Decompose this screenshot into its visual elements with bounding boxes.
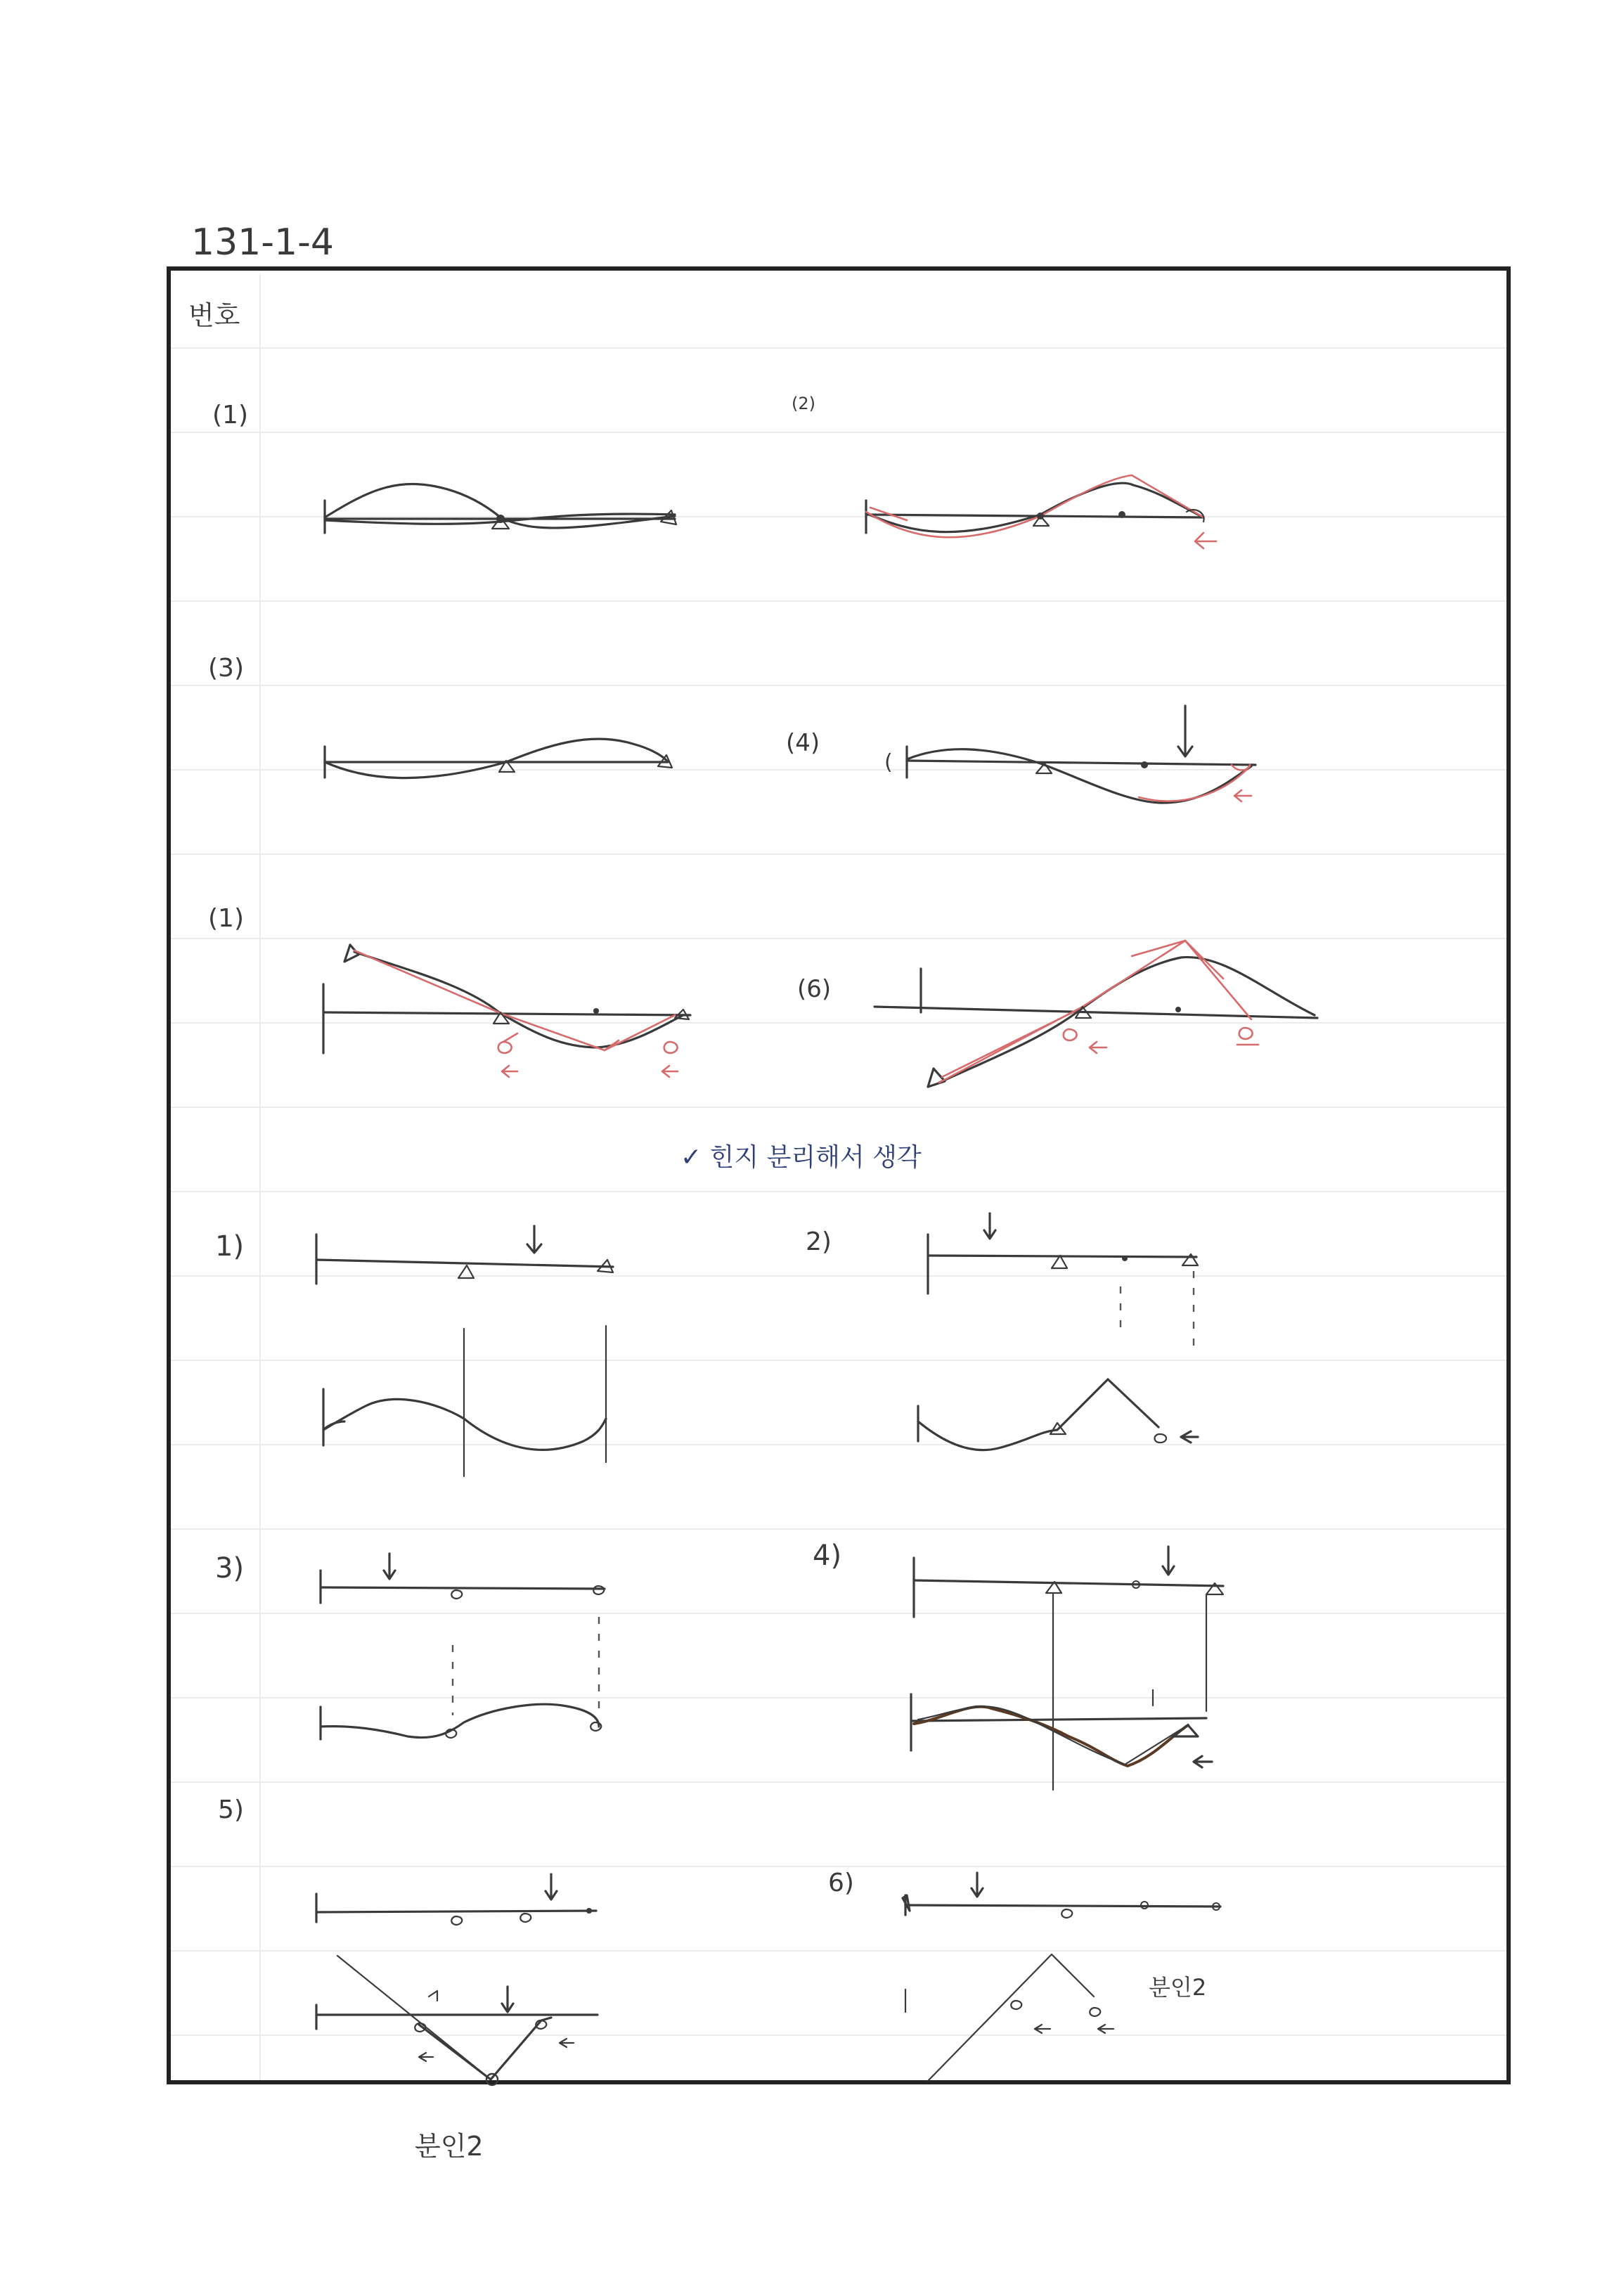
problem-label-a2: (2): [792, 394, 815, 413]
diagram-b2: [918, 1213, 1198, 1450]
diagram-b5: [316, 1874, 598, 2085]
diagram-a3: [325, 739, 672, 778]
problem-label-b1: 1): [215, 1230, 245, 1263]
problem-label-b2: 2): [806, 1227, 832, 1256]
problem-label-b6: 6): [828, 1869, 854, 1897]
diagram-a5: [323, 945, 690, 1077]
sheet-id: 131-1-4: [191, 221, 334, 264]
problem-label-a3: (3): [208, 654, 244, 683]
problem-label-a4: (4): [786, 729, 820, 757]
diagram-a2: [866, 475, 1216, 548]
diagram-a6: [875, 941, 1317, 1087]
diagram-a1: [325, 484, 676, 533]
problem-label-a1: (1): [212, 401, 248, 430]
diagram-b4: [911, 1547, 1223, 1790]
header-label: 번호: [188, 300, 240, 331]
ruled-lines: [169, 274, 1509, 2081]
problem-label-b4: 4): [813, 1540, 842, 1572]
problem-label-b3: 3): [215, 1552, 245, 1585]
problem-label-a5: (1): [208, 904, 244, 933]
note-text: ✓ 힌지 분리해서 생각: [680, 1143, 922, 1172]
problem-label-a6: (6): [797, 975, 832, 1003]
page-border: [169, 269, 1509, 2082]
diagram-b3: [321, 1554, 605, 1739]
diagram-b1: [316, 1226, 613, 1476]
diagram-a4: [907, 706, 1256, 803]
annotation-b5: 분인2: [415, 2131, 484, 2162]
left-marker: (: [884, 750, 893, 775]
annotation-b6: 분인2: [1149, 1974, 1207, 2001]
problem-label-b5: 5): [218, 1795, 244, 1824]
